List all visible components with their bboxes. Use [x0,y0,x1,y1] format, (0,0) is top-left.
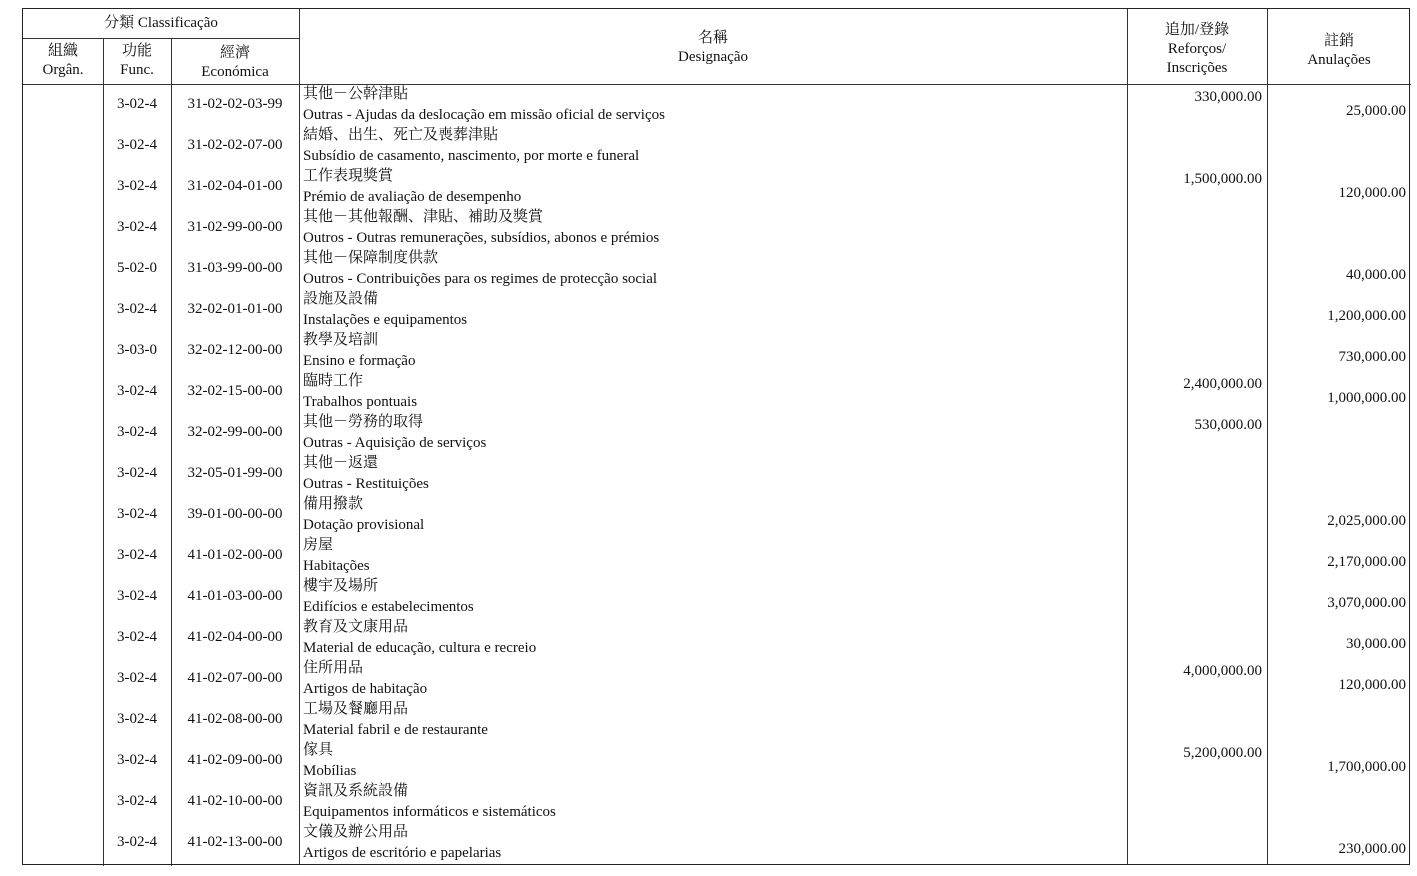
organ-header-pt: Orgân. [42,62,84,78]
row-func-code: 5-02-0 [117,260,157,276]
row-econ-code: 41-02-07-00-00 [187,670,283,686]
col-divider [1127,9,1128,864]
row-designation-zh: 樓宇及場所 [303,578,379,594]
row-econ-code: 32-02-15-00-00 [187,383,283,399]
row-reforco-amount: 330,000.00 [1194,89,1262,105]
row-func-code: 3-02-4 [117,301,157,317]
row-anulacao-amount: 40,000.00 [1346,267,1406,283]
row-reforco-amount: 530,000.00 [1194,417,1262,433]
row-anulacao-amount: 25,000.00 [1346,103,1406,119]
anulacoes-header [1267,32,1411,70]
row-anulacao-amount: 3,070,000.00 [1327,595,1406,611]
header-divider [23,84,1411,85]
row-designation-zh: 其他－公幹津貼 [303,86,409,102]
row-anulacao-amount: 2,170,000.00 [1327,554,1406,570]
row-func-code: 3-02-4 [117,629,157,645]
row-designation-pt: Subsídio de casamento, nascimento, por morte e funeral [303,148,640,164]
row-reforco-amount: 4,000,000.00 [1183,663,1262,679]
reforcos-header-pt1: Reforços/ [1167,41,1227,57]
row-econ-code: 31-02-02-07-00 [187,137,283,153]
row-func-code: 3-02-4 [117,96,157,112]
row-designation-pt: Ensino e formação [303,353,416,369]
row-designation-zh: 教學及培訓 [303,332,379,348]
row-reforco-amount: 5,200,000.00 [1183,745,1262,761]
reforcos-header-zh: 追加/登錄 [1164,22,1230,38]
designation-header [299,29,1127,67]
row-econ-code: 41-01-03-00-00 [187,588,283,604]
row-func-code: 3-02-4 [117,383,157,399]
row-anulacao-amount: 2,025,000.00 [1327,513,1406,529]
row-designation-pt: Equipamentos informáticos e sistemáticos [303,804,556,820]
col-divider [171,38,172,866]
econ-header [171,44,299,82]
budget-table [22,8,1410,865]
row-reforco-amount: 1,500,000.00 [1183,171,1262,187]
row-designation-pt: Mobílias [303,763,357,779]
row-designation-zh: 結婚、出生、死亡及喪葬津貼 [303,127,499,143]
row-designation-pt: Dotação provisional [303,517,425,533]
row-designation-zh: 設施及設備 [303,291,379,307]
header-divider [23,38,299,39]
row-econ-code: 41-01-02-00-00 [187,547,283,563]
row-func-code: 3-02-4 [117,178,157,194]
row-func-code: 3-02-4 [117,465,157,481]
row-designation-zh: 資訊及系統設備 [303,783,409,799]
row-designation-pt: Artigos de escritório e papelarias [303,845,502,861]
row-designation-zh: 臨時工作 [303,373,364,389]
row-func-code: 3-02-4 [117,506,157,522]
row-func-code: 3-02-4 [117,137,157,153]
row-designation-pt: Prémio de avaliação de desempenho [303,189,522,205]
row-designation-zh: 文儀及辦公用品 [303,824,409,840]
econ-header-zh: 經濟 [219,45,250,61]
row-func-code: 3-02-4 [117,424,157,440]
row-func-code: 3-02-4 [117,752,157,768]
row-designation-pt: Instalações e equipamentos [303,312,468,328]
row-designation-zh: 備用撥款 [303,496,364,512]
row-econ-code: 32-05-01-99-00 [187,465,283,481]
reforcos-header [1127,21,1267,78]
row-anulacao-amount: 120,000.00 [1338,677,1406,693]
row-designation-zh: 住所用品 [303,660,364,676]
row-designation-zh: 房屋 [303,537,334,553]
row-econ-code: 32-02-12-00-00 [187,342,283,358]
organ-header [23,42,103,80]
designation-header-zh: 名稱 [697,30,728,46]
row-designation-pt: Material fabril e de restaurante [303,722,488,738]
row-designation-zh: 其他－保障制度供款 [303,250,439,266]
row-designation-zh: 其他－勞務的取得 [303,414,424,430]
row-econ-code: 31-02-04-01-00 [187,178,283,194]
row-designation-pt: Trabalhos pontuais [303,394,418,410]
row-econ-code: 32-02-99-00-00 [187,424,283,440]
row-func-code: 3-02-4 [117,834,157,850]
col-divider [103,38,104,866]
func-header [103,42,171,80]
row-econ-code: 41-02-08-00-00 [187,711,283,727]
row-econ-code: 41-02-13-00-00 [187,834,283,850]
row-anulacao-amount: 120,000.00 [1338,185,1406,201]
organ-header-zh: 組織 [47,43,78,59]
row-designation-pt: Outros - Outras remunerações, subsídios, abonos e prémios [303,230,660,246]
row-anulacao-amount: 1,000,000.00 [1327,390,1406,406]
row-anulacao-amount: 1,200,000.00 [1327,308,1406,324]
row-econ-code: 31-02-99-00-00 [187,219,283,235]
row-econ-code: 32-02-01-01-00 [187,301,283,317]
row-func-code: 3-02-4 [117,793,157,809]
row-anulacao-amount: 230,000.00 [1338,841,1406,857]
row-func-code: 3-02-4 [117,547,157,563]
row-econ-code: 41-02-10-00-00 [187,793,283,809]
row-func-code: 3-03-0 [117,342,157,358]
col-divider [299,9,300,864]
row-designation-pt: Outras - Ajudas da deslocação em missão oficial de serviços [303,107,665,123]
col-divider [1267,9,1268,864]
row-designation-pt: Habitações [303,558,370,574]
econ-header-pt: Económica [201,64,269,80]
row-econ-code: 31-02-02-03-99 [187,96,283,112]
row-func-code: 3-02-4 [117,670,157,686]
row-designation-pt: Outras - Aquisição de serviços [303,435,487,451]
row-anulacao-amount: 730,000.00 [1338,349,1406,365]
row-designation-zh: 其他－返還 [303,455,379,471]
row-reforco-amount: 2,400,000.00 [1183,376,1262,392]
row-econ-code: 41-02-09-00-00 [187,752,283,768]
row-func-code: 3-02-4 [117,711,157,727]
anulacoes-header-zh: 註銷 [1323,33,1354,49]
row-designation-pt: Artigos de habitação [303,681,428,697]
designation-header-pt: Designação [678,49,748,65]
classification-header: 分類 Classificação [104,15,218,31]
row-designation-pt: Edifícios e estabelecimentos [303,599,474,615]
row-designation-zh: 其他－其他報酬、津貼、補助及獎賞 [303,209,544,225]
row-econ-code: 39-01-00-00-00 [187,506,283,522]
row-designation-zh: 傢具 [303,742,334,758]
func-header-zh: 功能 [121,43,152,59]
row-func-code: 3-02-4 [117,588,157,604]
row-designation-pt: Material de educação, cultura e recreio [303,640,537,656]
row-designation-zh: 教育及文康用品 [303,619,409,635]
row-func-code: 3-02-4 [117,219,157,235]
row-econ-code: 31-03-99-00-00 [187,260,283,276]
row-designation-zh: 工作表現獎賞 [303,168,394,184]
func-header-pt: Func. [120,62,154,78]
row-designation-zh: 工場及餐廳用品 [303,701,409,717]
row-econ-code: 41-02-04-00-00 [187,629,283,645]
row-designation-pt: Outros - Contribuições para os regimes de protecção social [303,271,658,287]
row-anulacao-amount: 1,700,000.00 [1327,759,1406,775]
anulacoes-header-pt: Anulações [1307,52,1371,68]
reforcos-header-pt2: Inscrições [1166,60,1228,76]
row-anulacao-amount: 30,000.00 [1346,636,1406,652]
row-designation-pt: Outras - Restituições [303,476,429,492]
